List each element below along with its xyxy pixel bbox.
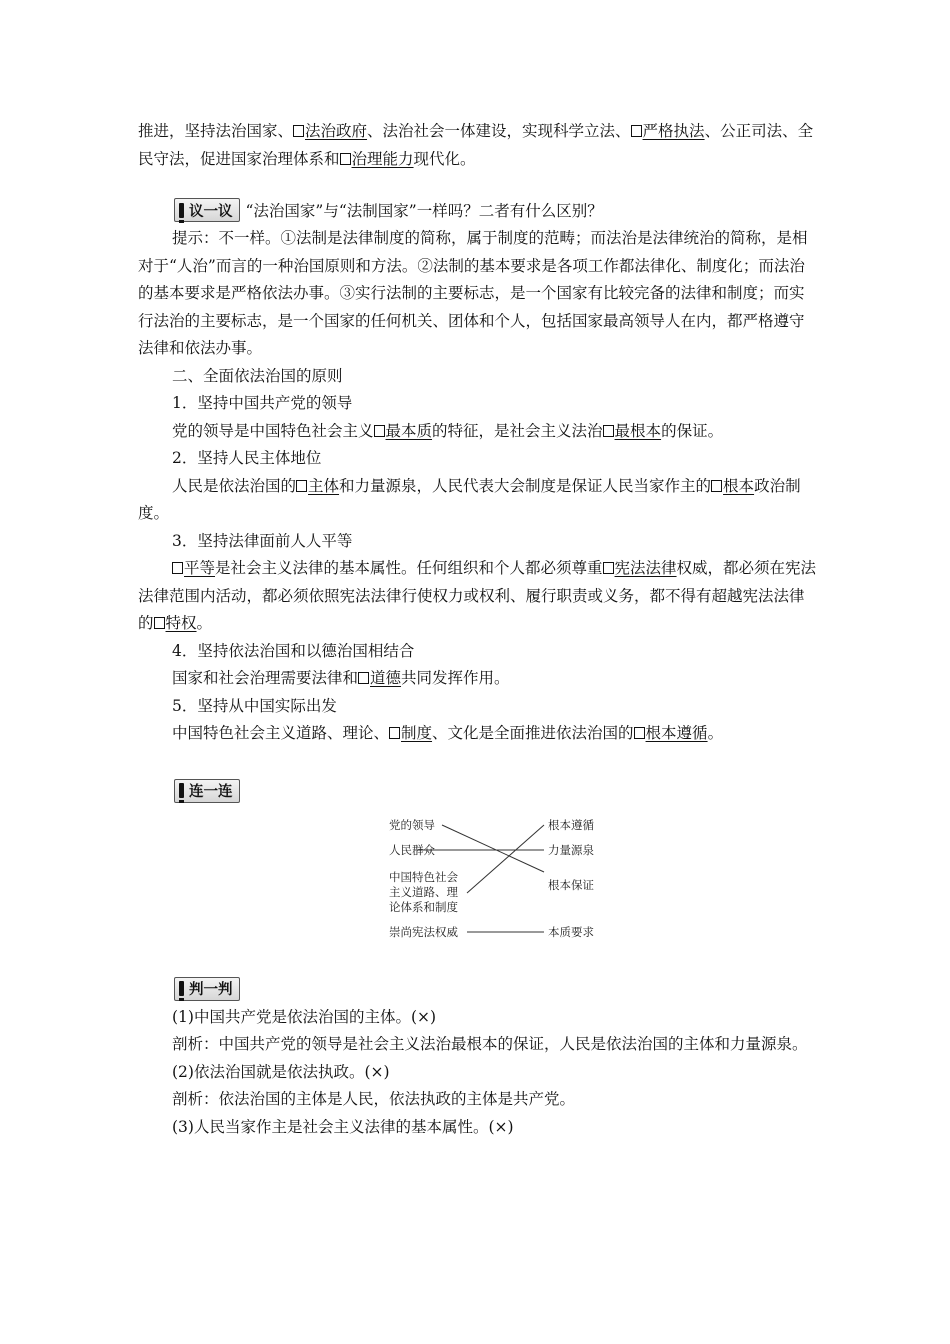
principle-1-title: 1．坚持中国共产党的领导 (172, 394, 353, 412)
judge-section-header (174, 974, 818, 1004)
right-item: 根本遵循 (548, 817, 594, 832)
principle-5-title: 5．坚持从中国实际出发 (172, 696, 337, 715)
blank-answer: 严格执法 (631, 122, 705, 140)
left-item: 人民群众 (389, 842, 435, 857)
blank-answer: 根本遵循 (634, 724, 708, 742)
blank-box-icon (340, 153, 351, 165)
principle-3-body: 平等是社会主义法律的基本属性。任何组织和个人都必须尊重 宪法法律权威，都必须在宪法法律范围内活动，都必须依照宪法法律行使权力或权利、履行职责或义务，都不得有超越宪法法律的 特权。 (138, 559, 817, 632)
blank-answer: 最根本 (603, 422, 662, 440)
document-page (138, 118, 818, 1141)
blank-answer: 平等 (172, 559, 215, 577)
blank-box-icon (293, 125, 304, 137)
exclamation-icon (179, 203, 184, 218)
matching-lines (138, 812, 818, 952)
intro-text: 推进，坚持法治国家、 (138, 122, 294, 140)
principle-3-title: 3．坚持法律面前人人平等 (172, 531, 353, 550)
principle-2-body: 人民是依法治国的 主体和力量源泉，人民代表大会制度是保证人民当家作主的 根本政治制度。 (138, 476, 801, 522)
blank-box-icon (154, 617, 165, 629)
blank-answer: 主体 (296, 477, 339, 495)
matching-diagram (138, 812, 818, 952)
exclamation-icon (179, 981, 184, 996)
blank-answer: 宪法法律 (603, 559, 677, 577)
right-item: 本质要求 (548, 924, 594, 939)
judge-badge: 判一判 (174, 977, 240, 1001)
principle-4-title: 4．坚持依法治国和以德治国相结合 (172, 641, 415, 660)
blank-box-icon (172, 562, 183, 574)
blank-box-icon (631, 125, 642, 137)
blank-box-icon (603, 562, 614, 574)
judge-item: (2)依法治国就是依法执政。(×) (172, 1062, 390, 1081)
principle-4-body: 国家和社会治理需要法律和 道德共同发挥作用。 (172, 669, 510, 687)
blank-answer: 治理能力 (340, 150, 414, 168)
left-item: 党的领导 (389, 817, 435, 832)
connect-section-header (174, 776, 818, 806)
left-item: 主义道路、理 (389, 884, 458, 899)
judge-analysis: 剖析：依法治国的主体是人民，依法执政的主体是共产党。 (172, 1090, 576, 1108)
principle-1-body: 党的领导是中国特色社会主义 最本质的特征，是社会主义法治 最根本的保证。 (172, 421, 724, 440)
blank-box-icon (358, 672, 369, 684)
match-line (467, 825, 544, 893)
discuss-section-header (174, 195, 818, 225)
blank-answer: 道德 (358, 669, 401, 687)
blank-answer: 根本 (711, 477, 754, 495)
blank-box-icon (296, 480, 307, 492)
judge-item: (1)中国共产党是依法治国的主体。(×) (172, 1007, 437, 1026)
blank-answer: 最本质 (374, 422, 433, 440)
blank-box-icon (603, 425, 614, 437)
blank-answer: 制度 (389, 724, 432, 742)
principle-2-title: 2．坚持人民主体地位 (172, 449, 322, 467)
match-line (442, 825, 544, 872)
connect-badge: 连一连 (174, 779, 240, 803)
left-item: 崇尚宪法权威 (389, 924, 458, 939)
right-item: 根本保证 (548, 877, 594, 892)
discuss-question: “法治国家”与“法制国家”一样吗？二者有什么区别？ (245, 202, 603, 220)
blank-answer: 特权 (154, 614, 197, 632)
judge-analysis: 剖析：中国共产党的领导是社会主义法治最根本的保证，人民是依法治国的主体和力量源泉。 (172, 1035, 808, 1053)
discuss-badge: 议一议 (174, 198, 240, 222)
principle-5-body: 中国特色社会主义道路、理论、 制度、文化是全面推进依法治国的 根本遵循。 (172, 724, 724, 742)
judge-item: (3)人民当家作主是社会主义法律的基本属性。(×) (172, 1117, 514, 1136)
blank-box-icon (634, 727, 645, 739)
left-item: 中国特色社会 (389, 869, 458, 884)
principles-heading: 二、全面依法治国的原则 (172, 366, 343, 385)
exclamation-icon (179, 783, 184, 798)
blank-box-icon (711, 480, 722, 492)
blank-box-icon (374, 425, 385, 437)
right-item: 力量源泉 (548, 842, 594, 857)
blank-answer: 法治政府 (293, 122, 367, 140)
left-item: 论体系和制度 (389, 899, 458, 914)
blank-box-icon (389, 727, 400, 739)
intro-paragraph: 推进，坚持法治国家、 法治政府、法治社会一体建设，实现科学立法、 严格执法、公正司法、全民守法，促进国家治理体系和 治理能力现代化。 (138, 122, 814, 168)
discuss-answer: 提示：不一样。①法制是法律制度的简称，属于制度的范畴；而法治是法律统治的简称，是相对于“人治”而言的一种治国原则和方法。②法制的基本要求是各项工作都法律化、制度化；而法治的基本要求是严格依法办事。③实行法制的主要标志，是一个国家有比较完备的法律和制度；而实行法治的主要标志，是一个国家的任何机关、团体和个人，包括国家最高领导人在内，都严格遵守法律和依法办事。 (138, 229, 808, 357)
